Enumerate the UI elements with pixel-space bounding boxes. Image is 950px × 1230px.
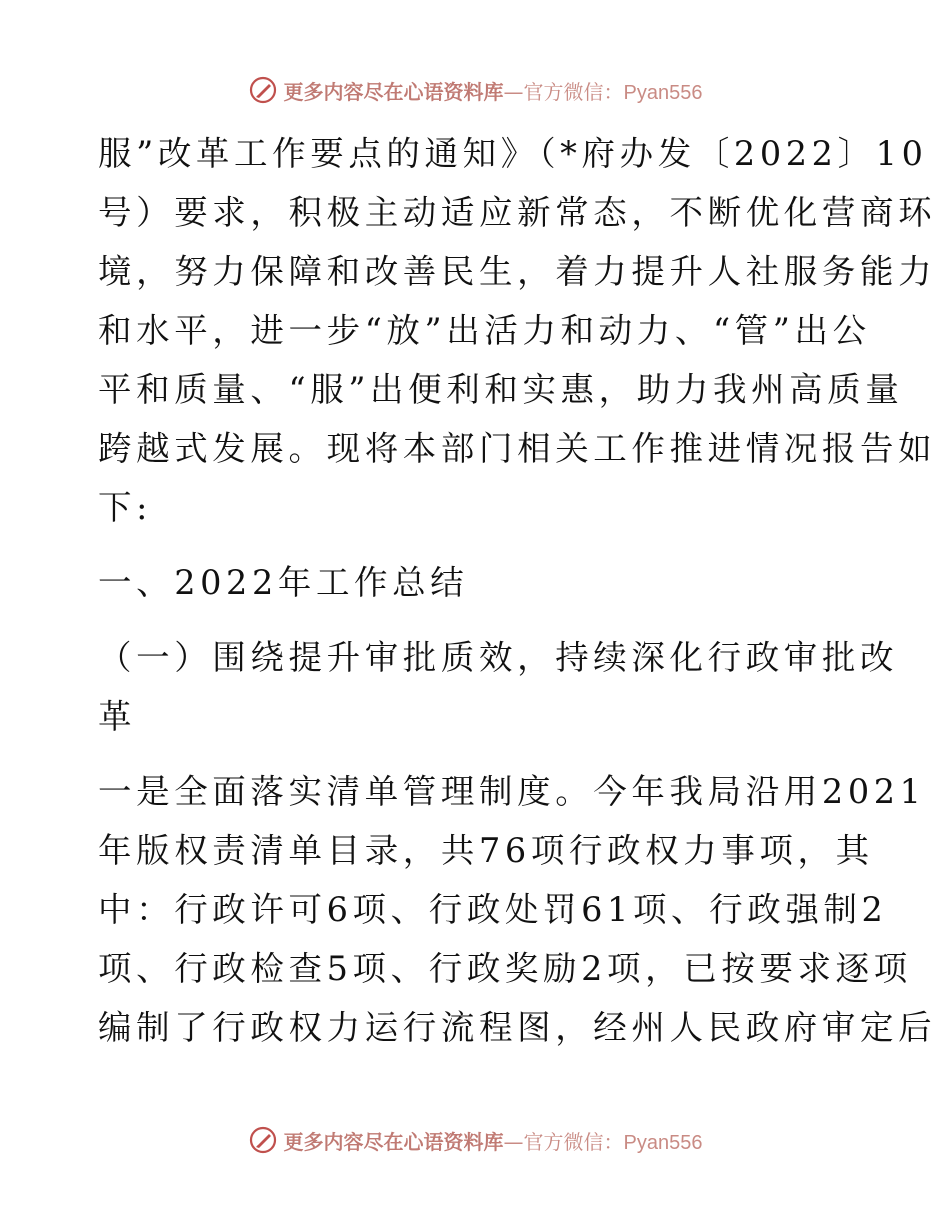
text-line: 服”改革工作要点的通知》（*府办发〔2022〕10 — [98, 134, 928, 173]
text-line: （一）围绕提升审批质效，持续深化行政审批改 — [98, 638, 899, 677]
item-paragraph — [98, 762, 937, 1057]
text-line: 和水平，进一步“放”出活力和动力、“管”出公 — [98, 311, 871, 350]
text-line: 革 — [98, 697, 137, 736]
text-line: 项、行政检查5项、行政奖励2项，已按要求逐项 — [98, 949, 912, 988]
watermark-brand: 更多内容尽在心语资料库 — [283, 1129, 504, 1154]
subsection-heading — [98, 628, 899, 746]
watermark-dash: — — [503, 1129, 524, 1154]
watermark-dash: — — [503, 79, 524, 104]
watermark-wechat-label: 官方微信： — [523, 1129, 624, 1154]
section-heading — [98, 553, 858, 612]
watermark-text — [284, 76, 703, 105]
text-line: 平和质量、“服”出便利和实惠，助力我州高质量 — [98, 370, 904, 409]
watermark-wechat-id: Pyan556 — [623, 1131, 703, 1154]
text-line: 境，努力保障和改善民生，着力提升人社服务能力 — [98, 252, 937, 291]
watermark-text — [284, 1126, 703, 1155]
text-line: 中：行政许可6项、行政处罚61项、行政强制2 — [98, 890, 888, 929]
quill-logo-icon — [248, 1125, 278, 1155]
section-heading-text: 一、2022年工作总结 — [98, 563, 469, 602]
watermark-footer — [0, 1120, 950, 1160]
text-line: 年版权责清单目录，共76项行政权力事项，其 — [98, 831, 874, 870]
quill-logo-icon — [248, 75, 278, 105]
text-line: 跨越式发展。现将本部门相关工作推进情况报告如 — [98, 429, 937, 468]
document-body — [98, 124, 937, 1057]
watermark-header — [0, 70, 950, 110]
watermark-wechat-label: 官方微信： — [523, 79, 624, 104]
watermark-wechat-id: Pyan556 — [623, 81, 703, 104]
text-line: 一是全面落实清单管理制度。今年我局沿用2021 — [98, 772, 926, 811]
text-line: 下: — [98, 488, 152, 527]
watermark-brand: 更多内容尽在心语资料库 — [283, 79, 504, 104]
intro-paragraph — [98, 124, 937, 537]
text-line: 号）要求，积极主动适应新常态，不断优化营商环 — [98, 193, 937, 232]
text-line: 编制了行政权力运行流程图，经州人民政府审定后 — [98, 1008, 937, 1047]
